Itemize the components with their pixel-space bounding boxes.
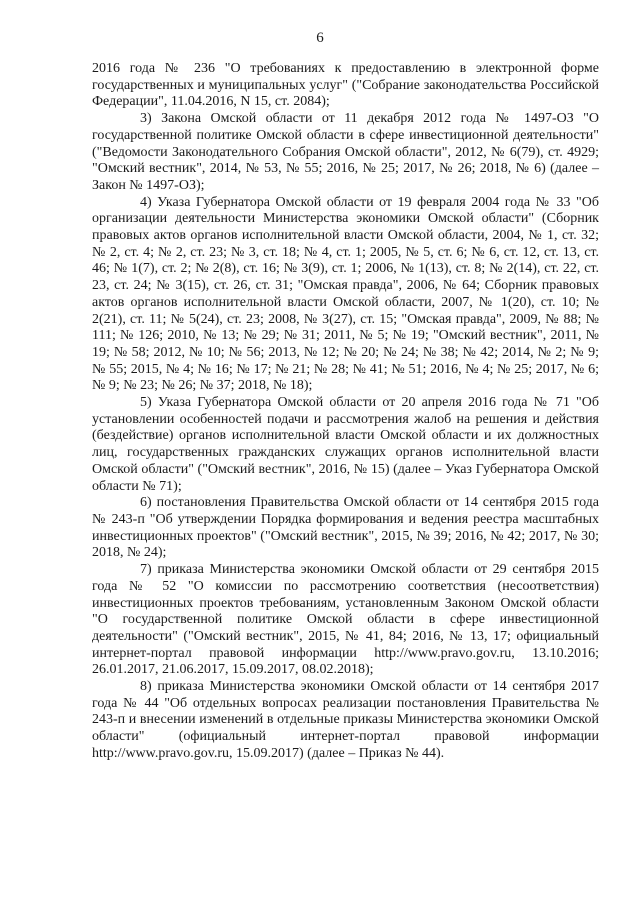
- paragraph: 7) приказа Министерства экономики Омской области от 29 сентября 2015 года № 52 "О комиссии по рассмотрению соответствия (несоответствия) инвестиционных проектов требованиям, установленным Законом Омской области "О государственной политике Омской области в сфере инвестиционной деятельности" ("Омский вестник", 2015, № 41, 84; 2016, № 13, 17; официальный интернет-портал правовой информации http://www.pravo.gov.ru, 13.10.2016; 26.01.2017, 21.06.2017, 15.09.2017, 08.02.2018);: [92, 562, 599, 678]
- paragraph: 8) приказа Министерства экономики Омской области от 14 сентября 2017 года № 44 "Об отдельных вопросах реализации постановления Правительства № 243-п и внесении изменений в отдельные приказы Министерства экономики Омской области" (официальный интернет-портал правовой информации http://www.pravo.gov.ru, 15.09.2017) (далее – Приказ № 44).: [92, 679, 599, 761]
- paragraph: 2016 года № 236 "О требованиях к предоставлению в электронной форме государственных и муниципальных услуг" ("Собрание законодательства Российской Федерации", 11.04.2016, N 15, ст. 2084);: [92, 61, 599, 110]
- paragraph: 3) Закона Омской области от 11 декабря 2012 года № 1497-ОЗ "О государственной политике Омской области в сфере инвестиционной деятельности" ("Ведомости Законодательного Собрания Омской области", 2012, № 6(79), ст. 4929; "Омский вестник", 2014, № 53, № 55; 2016, № 25; 2017, № 26; 2018, № 6) (далее – Закон № 1497-ОЗ);: [92, 111, 599, 193]
- page-number: 6: [316, 30, 324, 46]
- paragraph: 6) постановления Правительства Омской области от 14 сентября 2015 года № 243-п "Об утверждении Порядка формирования и ведения реестра масштабных инвестиционных проектов" ("Омский вестник", 2015, № 39; 2016, № 42; 2017, № 30; 2018, № 24);: [92, 495, 599, 561]
- paragraph: 4) Указа Губернатора Омской области от 19 февраля 2004 года № 33 "Об организации деятельности Министерства экономики Омской области" (Сборник правовых актов органов исполнительной власти Омской области, 2004, № 1, ст. 32; № 2, ст. 4; № 2, ст. 23; № 3, ст. 18; № 4, ст. 1; 2005, № 5, ст. 6; № 6, ст. 12, ст. 13, ст. 46; № 1(7), ст. 2; № 2(8), ст. 16; № 3(9), ст. 1; 2006, № 1(13), ст. 8; № 2(14), ст. 22, ст. 23, ст. 24; № 3(15), ст. 26, ст. 31; "Омская правда", 2006, № 64; Сборник правовых актов органов исполнительной власти Омской области, 2007, № 1(20), ст. 10; № 2(21), ст. 11; № 5(24), ст. 23; 2008, № 3(27), ст. 15; "Омская правда", 2009, № 88; № 111; № 126; 2010, № 13; № 29; № 31; 2011, № 5; № 19; "Омский вестник", 2011, № 19; № 58; 2012, № 10; № 56; 2013, № 12; № 20; № 24; № 38; № 42; 2014, № 2; № 9; № 55; 2015, № 4; № 16; № 17; № 21; № 28; № 41; № 51; 2016, № 4; № 25; 2017, № 6; № 9; № 23; № 26; № 37; 2018, № 18);: [92, 194, 599, 394]
- document-body: [92, 61, 599, 763]
- paragraph: 5) Указа Губернатора Омской области от 20 апреля 2016 года № 71 "Об установлении особенностей подачи и рассмотрения жалоб на решения и действия (бездействие) органов исполнительной власти Омской области и их должностных лиц, государственных гражданских служащих органов исполнительной власти Омской области" ("Омский вестник", 2016, № 15) (далее – Указ Губернатора Омской области № 71);: [92, 395, 599, 494]
